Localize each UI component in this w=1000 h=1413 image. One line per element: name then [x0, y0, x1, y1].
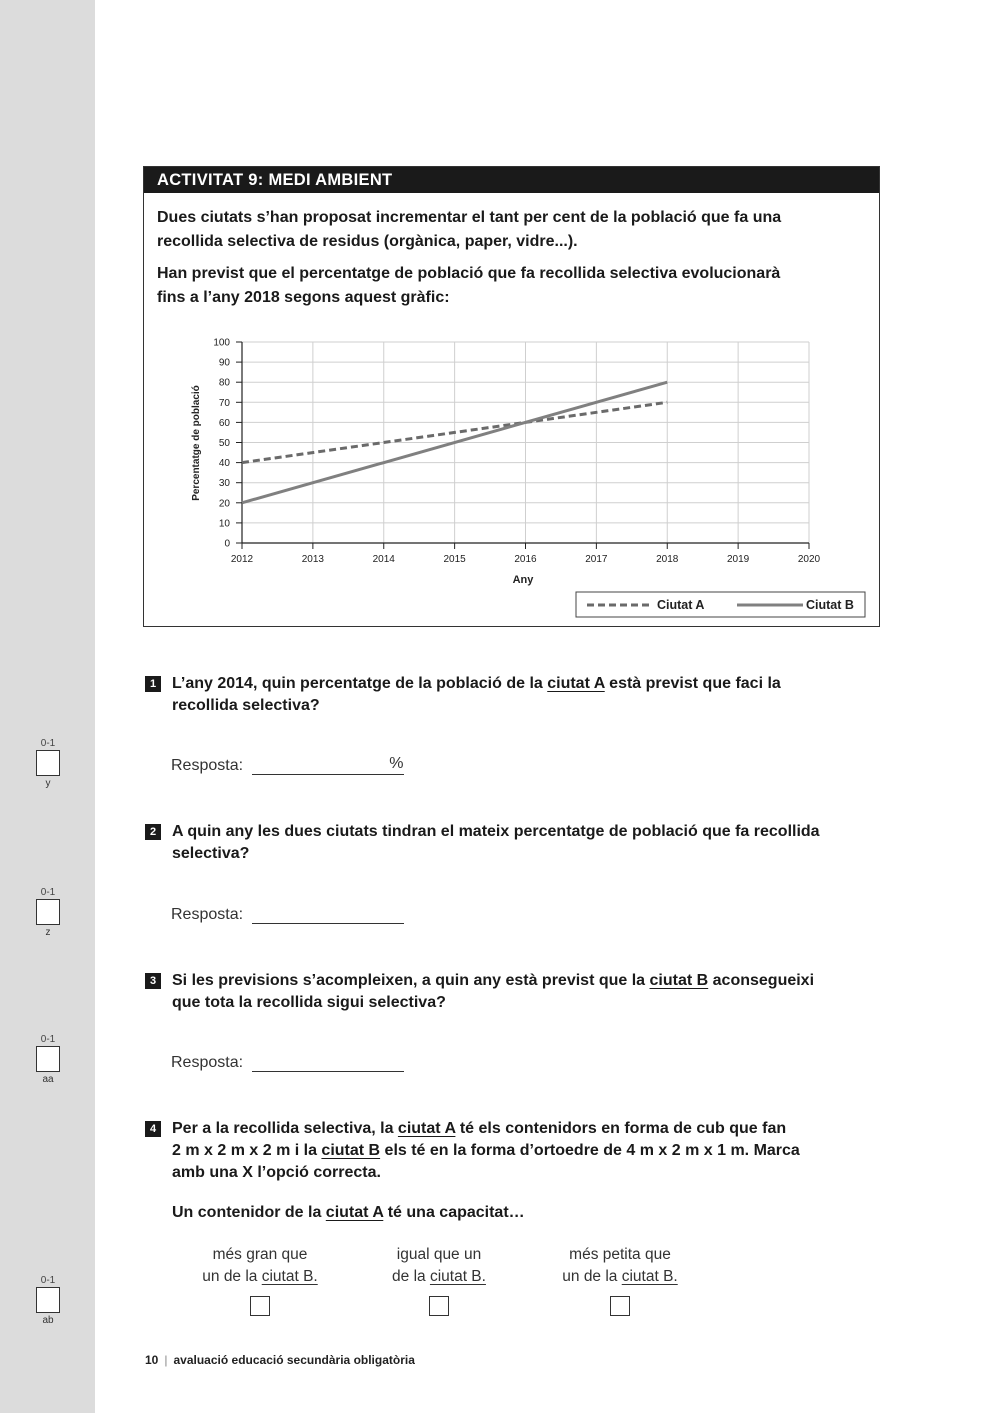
underlined-text: ciutat B [321, 1142, 381, 1159]
question-1 [145, 673, 885, 717]
score-box-q1 [33, 738, 63, 789]
text-segment: té els contenidors en forma de cub que fan [455, 1120, 787, 1137]
chart-legend [576, 592, 865, 617]
text-segment: selectiva? [172, 845, 250, 862]
option-checkbox[interactable] [429, 1296, 449, 1316]
option-line: un de la [202, 1268, 262, 1285]
x-tick-label: 2012 [230, 554, 254, 565]
option-line: un de la [562, 1268, 622, 1285]
question-number: 3 [145, 973, 161, 989]
score-box-q3 [33, 1034, 63, 1085]
question-number: 1 [145, 676, 161, 692]
question-number: 4 [145, 1121, 161, 1137]
underlined-text: ciutat A [547, 675, 605, 692]
x-tick-label: 2015 [443, 554, 466, 565]
question-2 [145, 821, 885, 865]
option-line: de la [392, 1268, 430, 1285]
option-line: igual que un [396, 1246, 482, 1263]
score-input[interactable] [36, 750, 60, 776]
activity-title: ACTIVITAT 9: MEDI AMBIENT [144, 167, 879, 193]
question-text [172, 970, 885, 1014]
y-tick-label: 40 [218, 458, 230, 470]
option-equal [349, 1244, 529, 1316]
y-tick-label: 20 [218, 498, 230, 510]
footer-separator: | [164, 1353, 168, 1367]
question-text [172, 1118, 885, 1184]
text-segment: recollida selectiva? [172, 697, 320, 714]
score-range: 0-1 [40, 1034, 56, 1045]
text-segment: Per a la recollida selectiva, la [172, 1120, 398, 1137]
text-segment: Un contenidor de la [172, 1204, 326, 1221]
underlined-text: ciutat B. [429, 1268, 486, 1285]
score-code: z [45, 927, 51, 938]
text-segment: està previst que faci la [604, 675, 781, 692]
text-segment: amb una X l’opció correcta. [172, 1164, 381, 1181]
option-line: més petita que [569, 1246, 671, 1263]
chart-grid [242, 342, 809, 543]
text-segment: L’any 2014, quin percentatge de la població de la [172, 675, 548, 692]
answer-2 [171, 905, 404, 924]
question-subtext [172, 1202, 885, 1224]
answer-label: Resposta: [171, 757, 244, 774]
option-less [530, 1244, 710, 1316]
y-tick-label: 50 [218, 438, 230, 449]
x-tick-label: 2018 [656, 554, 679, 565]
underlined-text: ciutat A [397, 1120, 456, 1137]
intro-text-1a: Dues ciutats s’han proposat incrementar el tant per cent de la població que fa una [157, 209, 782, 226]
answer-3 [171, 1053, 404, 1072]
answer-1 [171, 756, 404, 775]
score-range: 0-1 [40, 738, 56, 749]
x-tick-label: 2013 [301, 554, 324, 565]
activity-box [143, 166, 880, 627]
y-axis-label: Percentatge de població [191, 385, 202, 501]
option-line: més gran que [212, 1246, 308, 1263]
y-tick-label: 0 [224, 538, 230, 550]
answer-input[interactable] [252, 1053, 404, 1072]
question-3 [145, 970, 885, 1014]
text-segment: 2 m x 2 m x 2 m i la [172, 1142, 322, 1159]
x-tick-label: 2016 [514, 554, 537, 565]
score-code: aa [42, 1074, 54, 1085]
line-chart [144, 167, 881, 628]
underlined-text: ciutat A [325, 1204, 384, 1221]
score-input[interactable] [36, 1046, 60, 1072]
score-range: 0-1 [40, 887, 56, 898]
margin-strip [0, 0, 95, 1413]
option-checkbox[interactable] [610, 1296, 630, 1316]
score-input[interactable] [36, 899, 60, 925]
underlined-text: ciutat B. [621, 1268, 678, 1285]
answer-label: Resposta: [171, 1054, 244, 1071]
percent-sign: % [389, 755, 404, 772]
option-more [170, 1244, 350, 1316]
footer-text: avaluació educació secundària obligatòria [173, 1353, 415, 1367]
score-range: 0-1 [40, 1275, 56, 1286]
text-segment: té una capacitat… [383, 1204, 525, 1221]
y-tick-label: 60 [218, 417, 230, 429]
y-tick-label: 10 [218, 518, 230, 530]
x-tick-label: 2020 [797, 554, 821, 565]
text-segment: aconsegueixi [708, 972, 815, 989]
score-code: ab [42, 1315, 54, 1326]
intro-text-2b: fins a l’any 2018 segons aquest gràfic: [157, 289, 450, 306]
score-code: y [45, 778, 51, 789]
x-axis-label: Any [512, 574, 534, 586]
answer-label: Resposta: [171, 906, 244, 923]
score-box-q2 [33, 887, 63, 938]
score-input[interactable] [36, 1287, 60, 1313]
y-tick-label: 100 [213, 337, 230, 349]
intro-text-2a: Han previst que el percentatge de població que fa recollida selectiva evolucionarà [157, 265, 781, 282]
y-tick-label: 30 [218, 478, 230, 490]
answer-input[interactable] [252, 756, 404, 775]
y-tick-label: 80 [218, 377, 230, 389]
text-segment: A quin any les dues ciutats tindran el mateix percentatge de població que fa recollida [172, 823, 820, 840]
x-tick-label: 2014 [372, 554, 395, 565]
option-checkbox[interactable] [250, 1296, 270, 1316]
text-segment: que tota la recollida sigui selectiva? [172, 994, 446, 1011]
y-tick-label: 90 [218, 357, 230, 369]
x-tick-label: 2019 [727, 554, 750, 565]
score-box-q4 [33, 1275, 63, 1326]
text-segment: els té en la forma d’ortoedre de 4 m x 2 m x 1 m. Marca [380, 1142, 800, 1159]
question-number: 2 [145, 824, 161, 840]
page-footer [145, 1353, 415, 1367]
y-tick-label: 70 [218, 397, 230, 409]
underlined-text: ciutat B [649, 972, 709, 989]
legend-label-ciutat-a: Ciutat A [657, 598, 705, 612]
question-text [172, 673, 885, 717]
page-number: 10 [145, 1353, 159, 1367]
answer-input[interactable] [252, 905, 404, 924]
x-tick-label: 2017 [585, 554, 608, 565]
intro-text-1b: recollida selectiva de residus (orgànica, paper, vidre...). [157, 233, 578, 250]
underlined-text: ciutat B. [261, 1268, 318, 1285]
question-4 [145, 1118, 885, 1224]
text-segment: Si les previsions s’acompleixen, a quin any està previst que la [172, 972, 650, 989]
legend-label-ciutat-b: Ciutat B [806, 598, 854, 612]
chart-ticks [213, 338, 820, 566]
question-text [172, 821, 885, 865]
